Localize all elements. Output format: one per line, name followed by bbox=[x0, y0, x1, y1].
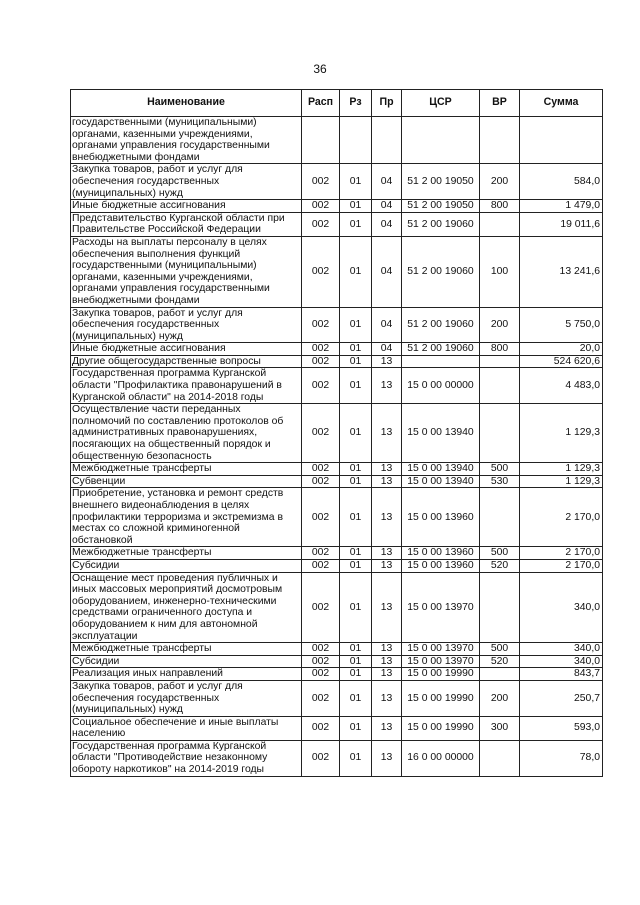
cell-csr: 15 0 00 13970 bbox=[402, 655, 480, 668]
cell-rasp: 002 bbox=[302, 643, 340, 656]
cell-rasp: 002 bbox=[302, 655, 340, 668]
cell-sum: 4 483,0 bbox=[520, 368, 603, 404]
cell-pr: 04 bbox=[372, 343, 402, 356]
cell-sum: 340,0 bbox=[520, 643, 603, 656]
cell-pr: 13 bbox=[372, 572, 402, 643]
header-csr: ЦСР bbox=[402, 90, 480, 117]
cell-rz: 01 bbox=[340, 368, 372, 404]
cell-name: Субсидии bbox=[71, 559, 302, 572]
cell-csr: 15 0 00 13960 bbox=[402, 488, 480, 547]
cell-name: Осуществление части переданных полномочий по составлению протоколов об административных правонарушениях, посягающих на общественный порядок и общественную безопасность bbox=[71, 404, 302, 463]
cell-vr: 800 bbox=[480, 343, 520, 356]
cell-pr: 04 bbox=[372, 164, 402, 200]
cell-pr: 13 bbox=[372, 547, 402, 560]
cell-csr: 15 0 00 19990 bbox=[402, 668, 480, 681]
cell-rz: 01 bbox=[340, 559, 372, 572]
table-row bbox=[71, 488, 603, 547]
cell-rz: 01 bbox=[340, 716, 372, 740]
header-pr: Пр bbox=[372, 90, 402, 117]
cell-pr: 13 bbox=[372, 488, 402, 547]
table-row bbox=[71, 404, 603, 463]
cell-vr bbox=[480, 740, 520, 776]
page-number: 36 bbox=[313, 62, 327, 76]
cell-sum: 584,0 bbox=[520, 164, 603, 200]
header-rz: Рз bbox=[340, 90, 372, 117]
cell-pr bbox=[372, 117, 402, 164]
cell-rz: 01 bbox=[340, 164, 372, 200]
cell-vr bbox=[480, 355, 520, 368]
cell-name: Государственная программа Курганской области "Противодействие незаконному обороту наркотиков" на 2014-2019 годы bbox=[71, 740, 302, 776]
cell-sum: 1 479,0 bbox=[520, 200, 603, 213]
cell-rz: 01 bbox=[340, 643, 372, 656]
cell-sum: 2 170,0 bbox=[520, 559, 603, 572]
cell-csr: 15 0 00 19990 bbox=[402, 680, 480, 716]
table-row bbox=[71, 572, 603, 643]
cell-name: Государственная программа Курганской области "Профилактика правонарушений в Курганской области" на 2014-2018 годы bbox=[71, 368, 302, 404]
table-row bbox=[71, 680, 603, 716]
cell-rz: 01 bbox=[340, 307, 372, 343]
cell-vr: 520 bbox=[480, 559, 520, 572]
cell-pr: 04 bbox=[372, 200, 402, 213]
cell-rasp: 002 bbox=[302, 236, 340, 307]
cell-rasp: 002 bbox=[302, 668, 340, 681]
cell-name: Закупка товаров, работ и услуг для обеспечения государственных (муниципальных) нужд bbox=[71, 680, 302, 716]
cell-vr bbox=[480, 668, 520, 681]
cell-name: Субсидии bbox=[71, 655, 302, 668]
cell-vr: 800 bbox=[480, 200, 520, 213]
cell-sum: 19 011,6 bbox=[520, 212, 603, 236]
cell-vr bbox=[480, 117, 520, 164]
cell-rz: 01 bbox=[340, 680, 372, 716]
cell-rz: 01 bbox=[340, 547, 372, 560]
table-header-row bbox=[71, 90, 603, 117]
cell-pr: 13 bbox=[372, 404, 402, 463]
cell-name: государственными (муниципальными) органами, казенными учреждениями, органами управления государственными внебюджетными фондами bbox=[71, 117, 302, 164]
cell-csr: 15 0 00 13940 bbox=[402, 475, 480, 488]
cell-csr: 51 2 00 19060 bbox=[402, 212, 480, 236]
cell-csr: 51 2 00 19060 bbox=[402, 236, 480, 307]
cell-vr: 500 bbox=[480, 463, 520, 476]
cell-rasp: 002 bbox=[302, 475, 340, 488]
cell-name: Субвенции bbox=[71, 475, 302, 488]
cell-csr: 15 0 00 13960 bbox=[402, 559, 480, 572]
cell-csr: 15 0 00 19990 bbox=[402, 716, 480, 740]
cell-rz: 01 bbox=[340, 475, 372, 488]
cell-pr: 13 bbox=[372, 716, 402, 740]
cell-rasp: 002 bbox=[302, 343, 340, 356]
cell-name: Другие общегосударственные вопросы bbox=[71, 355, 302, 368]
cell-name: Закупка товаров, работ и услуг для обеспечения государственных (муниципальных) нужд bbox=[71, 164, 302, 200]
cell-rz: 01 bbox=[340, 655, 372, 668]
cell-pr: 13 bbox=[372, 463, 402, 476]
cell-rasp: 002 bbox=[302, 212, 340, 236]
cell-sum: 2 170,0 bbox=[520, 488, 603, 547]
cell-rz: 01 bbox=[340, 463, 372, 476]
cell-rz: 01 bbox=[340, 404, 372, 463]
table-row bbox=[71, 307, 603, 343]
cell-rasp bbox=[302, 117, 340, 164]
cell-name: Иные бюджетные ассигнования bbox=[71, 200, 302, 213]
cell-vr: 100 bbox=[480, 236, 520, 307]
cell-pr: 13 bbox=[372, 680, 402, 716]
cell-rasp: 002 bbox=[302, 463, 340, 476]
cell-csr: 15 0 00 13970 bbox=[402, 643, 480, 656]
cell-vr bbox=[480, 368, 520, 404]
cell-sum: 524 620,6 bbox=[520, 355, 603, 368]
cell-name: Расходы на выплаты персоналу в целях обеспечения выполнения функций государственными (муниципальными) органами, казенными учреждениями, органами управления государственными внебюджетными фондами bbox=[71, 236, 302, 307]
cell-vr: 500 bbox=[480, 643, 520, 656]
cell-sum: 593,0 bbox=[520, 716, 603, 740]
cell-csr: 15 0 00 13940 bbox=[402, 463, 480, 476]
table-row bbox=[71, 200, 603, 213]
cell-rz: 01 bbox=[340, 343, 372, 356]
cell-rasp: 002 bbox=[302, 307, 340, 343]
cell-sum: 20,0 bbox=[520, 343, 603, 356]
cell-pr: 13 bbox=[372, 368, 402, 404]
cell-csr: 15 0 00 00000 bbox=[402, 368, 480, 404]
cell-csr: 16 0 00 00000 bbox=[402, 740, 480, 776]
cell-rz: 01 bbox=[340, 200, 372, 213]
cell-name: Межбюджетные трансферты bbox=[71, 547, 302, 560]
cell-rz: 01 bbox=[340, 355, 372, 368]
cell-name: Межбюджетные трансферты bbox=[71, 643, 302, 656]
cell-sum: 1 129,3 bbox=[520, 463, 603, 476]
cell-rasp: 002 bbox=[302, 559, 340, 572]
cell-sum: 250,7 bbox=[520, 680, 603, 716]
table-row bbox=[71, 668, 603, 681]
header-rasp: Расп bbox=[302, 90, 340, 117]
cell-pr: 04 bbox=[372, 307, 402, 343]
cell-rasp: 002 bbox=[302, 488, 340, 547]
cell-vr: 200 bbox=[480, 164, 520, 200]
table-row bbox=[71, 463, 603, 476]
cell-name: Оснащение мест проведения публичных и иных массовых мероприятий досмотровым оборудованием, инженерно-техническими средствами ограниченного доступа и оборудованием к ним для автономной эксплуатации bbox=[71, 572, 302, 643]
cell-sum: 78,0 bbox=[520, 740, 603, 776]
table-row bbox=[71, 343, 603, 356]
cell-sum: 1 129,3 bbox=[520, 404, 603, 463]
cell-vr: 200 bbox=[480, 307, 520, 343]
cell-csr: 15 0 00 13970 bbox=[402, 572, 480, 643]
cell-vr bbox=[480, 488, 520, 547]
cell-rz: 01 bbox=[340, 488, 372, 547]
cell-pr: 13 bbox=[372, 355, 402, 368]
cell-csr bbox=[402, 355, 480, 368]
cell-name: Закупка товаров, работ и услуг для обеспечения государственных (муниципальных) нужд bbox=[71, 307, 302, 343]
cell-csr: 15 0 00 13940 bbox=[402, 404, 480, 463]
cell-name: Представительство Курганской области при Правительстве Российской Федерации bbox=[71, 212, 302, 236]
cell-vr: 530 bbox=[480, 475, 520, 488]
cell-sum: 843,7 bbox=[520, 668, 603, 681]
cell-rasp: 002 bbox=[302, 740, 340, 776]
cell-csr: 51 2 00 19050 bbox=[402, 200, 480, 213]
cell-sum: 1 129,3 bbox=[520, 475, 603, 488]
header-vr: ВР bbox=[480, 90, 520, 117]
cell-vr: 300 bbox=[480, 716, 520, 740]
cell-vr bbox=[480, 404, 520, 463]
cell-rz: 01 bbox=[340, 212, 372, 236]
budget-table bbox=[70, 89, 603, 777]
cell-name: Социальное обеспечение и иные выплаты населению bbox=[71, 716, 302, 740]
cell-pr: 13 bbox=[372, 668, 402, 681]
table-row bbox=[71, 643, 603, 656]
table-row bbox=[71, 559, 603, 572]
table-row bbox=[71, 355, 603, 368]
table-row bbox=[71, 212, 603, 236]
cell-pr: 13 bbox=[372, 643, 402, 656]
cell-rz: 01 bbox=[340, 740, 372, 776]
cell-rasp: 002 bbox=[302, 680, 340, 716]
cell-rasp: 002 bbox=[302, 200, 340, 213]
cell-pr: 13 bbox=[372, 740, 402, 776]
table-row bbox=[71, 117, 603, 164]
cell-vr: 500 bbox=[480, 547, 520, 560]
table-row bbox=[71, 368, 603, 404]
cell-pr: 13 bbox=[372, 559, 402, 572]
table-row bbox=[71, 716, 603, 740]
cell-rasp: 002 bbox=[302, 572, 340, 643]
table-row bbox=[71, 547, 603, 560]
cell-sum: 13 241,6 bbox=[520, 236, 603, 307]
header-sum: Сумма bbox=[520, 90, 603, 117]
cell-rasp: 002 bbox=[302, 716, 340, 740]
cell-vr: 200 bbox=[480, 680, 520, 716]
cell-csr bbox=[402, 117, 480, 164]
cell-name: Реализация иных направлений bbox=[71, 668, 302, 681]
cell-vr bbox=[480, 572, 520, 643]
cell-pr: 04 bbox=[372, 212, 402, 236]
cell-name: Межбюджетные трансферты bbox=[71, 463, 302, 476]
table-row bbox=[71, 655, 603, 668]
cell-rz: 01 bbox=[340, 572, 372, 643]
cell-rasp: 002 bbox=[302, 355, 340, 368]
cell-csr: 15 0 00 13960 bbox=[402, 547, 480, 560]
table-row bbox=[71, 236, 603, 307]
cell-sum: 2 170,0 bbox=[520, 547, 603, 560]
cell-vr: 520 bbox=[480, 655, 520, 668]
cell-rz: 01 bbox=[340, 668, 372, 681]
cell-pr: 13 bbox=[372, 475, 402, 488]
cell-pr: 13 bbox=[372, 655, 402, 668]
cell-rasp: 002 bbox=[302, 164, 340, 200]
cell-rz: 01 bbox=[340, 236, 372, 307]
cell-vr bbox=[480, 212, 520, 236]
table-row bbox=[71, 164, 603, 200]
cell-sum: 340,0 bbox=[520, 572, 603, 643]
cell-name: Приобретение, установка и ремонт средств внешнего видеонаблюдения в целях профилактики терроризма и экстремизма в местах со сложной криминогенной обстановкой bbox=[71, 488, 302, 547]
cell-pr: 04 bbox=[372, 236, 402, 307]
cell-rasp: 002 bbox=[302, 547, 340, 560]
cell-sum bbox=[520, 117, 603, 164]
cell-csr: 51 2 00 19060 bbox=[402, 307, 480, 343]
cell-name: Иные бюджетные ассигнования bbox=[71, 343, 302, 356]
cell-csr: 51 2 00 19060 bbox=[402, 343, 480, 356]
cell-sum: 340,0 bbox=[520, 655, 603, 668]
header-name: Наименование bbox=[71, 90, 302, 117]
cell-sum: 5 750,0 bbox=[520, 307, 603, 343]
table-row bbox=[71, 740, 603, 776]
table-row bbox=[71, 475, 603, 488]
cell-rasp: 002 bbox=[302, 368, 340, 404]
cell-csr: 51 2 00 19050 bbox=[402, 164, 480, 200]
cell-rasp: 002 bbox=[302, 404, 340, 463]
cell-rz bbox=[340, 117, 372, 164]
